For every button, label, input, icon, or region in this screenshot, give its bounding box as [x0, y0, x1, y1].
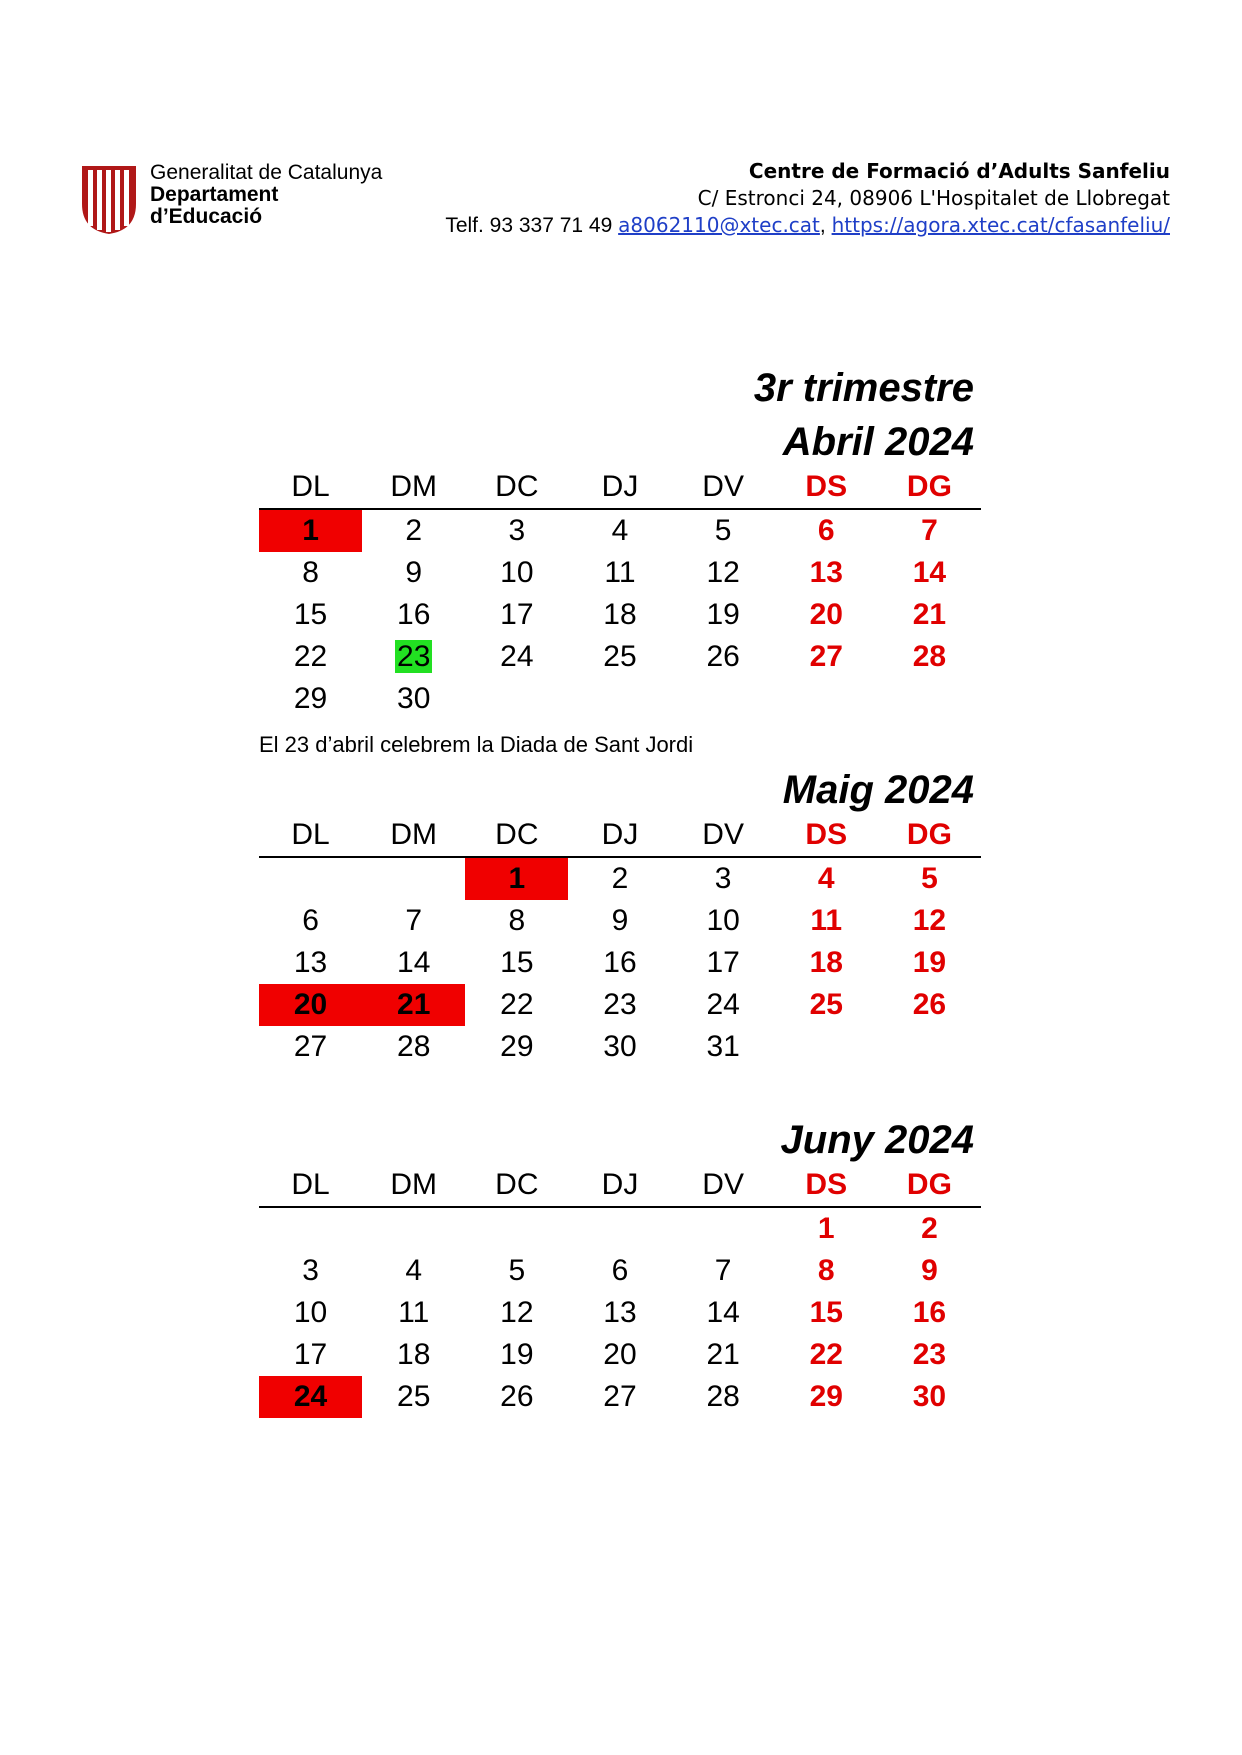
day-number: 11 [810, 904, 843, 937]
weekday-header: DS [775, 1164, 878, 1207]
day-number: 1 [508, 862, 526, 895]
day-number: 24 [293, 1380, 328, 1413]
weekday-header: DC [465, 814, 568, 857]
weekday-header: DV [672, 814, 775, 857]
week-row [259, 1376, 981, 1418]
day-cell [568, 594, 671, 636]
day-number: 29 [809, 1380, 843, 1413]
contact-line [445, 212, 1170, 239]
weekday-header: DV [672, 1164, 775, 1207]
empty-day-cell [568, 1207, 671, 1250]
day-cell [878, 1292, 981, 1334]
day-cell [259, 1026, 362, 1068]
day-cell [362, 678, 465, 720]
day-cell [878, 594, 981, 636]
day-number: 3 [302, 1254, 319, 1287]
day-number: 7 [921, 514, 938, 547]
day-cell [259, 942, 362, 984]
website-link[interactable]: https://agora.xtec.cat/cfasanfeliu/ [831, 213, 1170, 237]
day-cell [568, 984, 671, 1026]
empty-day-cell [568, 678, 671, 720]
weekday-header: DG [878, 466, 981, 509]
day-cell [568, 857, 671, 900]
day-number: 20 [809, 598, 843, 631]
day-number: 27 [809, 640, 843, 673]
day-cell [259, 1376, 362, 1418]
day-cell [672, 1376, 775, 1418]
week-row [259, 1250, 981, 1292]
day-number: 16 [912, 1296, 947, 1329]
day-cell [775, 1334, 878, 1376]
day-cell [878, 900, 981, 942]
day-cell [775, 552, 878, 594]
week-row [259, 857, 981, 900]
empty-day-cell [878, 678, 981, 720]
weekday-header: DM [362, 814, 465, 857]
day-number: 11 [398, 1296, 430, 1329]
weekday-header: DC [465, 1164, 568, 1207]
day-number: 14 [706, 1296, 740, 1329]
day-number: 19 [912, 946, 947, 979]
month-title-may: Maig 2024 [782, 768, 974, 812]
weekday-header: DJ [568, 1164, 671, 1207]
day-number: 23 [397, 640, 431, 673]
day-cell [672, 900, 775, 942]
day-cell [775, 857, 878, 900]
day-cell [672, 1334, 775, 1376]
day-number: 1 [817, 1212, 835, 1245]
day-number: 29 [293, 682, 328, 715]
address: C/ Estronci 24, 08906 L'Hospitalet de Llobregat [697, 186, 1170, 210]
day-cell [259, 1292, 362, 1334]
day-number: 23 [603, 988, 637, 1021]
day-cell [465, 552, 568, 594]
day-number: 9 [611, 904, 629, 937]
calendar-june [259, 1164, 981, 1418]
day-number: 12 [912, 904, 947, 937]
empty-day-cell [878, 1026, 981, 1068]
day-cell [775, 900, 878, 942]
sant-jordi-note: El 23 d’abril celebrem la Diada de Sant Jordi [259, 732, 694, 757]
day-number: 15 [293, 598, 328, 631]
empty-day-cell [672, 1207, 775, 1250]
day-number: 24 [500, 640, 534, 673]
day-cell [568, 552, 671, 594]
day-number: 15 [809, 1296, 843, 1329]
day-number: 10 [500, 556, 534, 589]
day-cell [568, 900, 671, 942]
day-cell [362, 900, 465, 942]
day-number: 16 [603, 946, 637, 979]
day-cell [568, 1376, 671, 1418]
empty-day-cell [362, 1207, 465, 1250]
day-cell [259, 678, 362, 720]
week-row [259, 900, 981, 942]
logo-line-educacio: d’Educació [150, 205, 263, 228]
day-cell [362, 1026, 465, 1068]
day-number: 6 [817, 514, 835, 547]
day-cell [259, 636, 362, 678]
day-cell [775, 1250, 878, 1292]
day-number: 27 [603, 1380, 637, 1413]
weekday-header: DM [362, 466, 465, 509]
weekday-header: DC [465, 466, 568, 509]
day-number: 4 [405, 1254, 423, 1287]
day-number: 5 [508, 1254, 526, 1287]
week-row [259, 1026, 981, 1068]
weekday-header-row [259, 466, 981, 509]
logo-line-departament: Departament [150, 183, 279, 206]
day-number: 3 [508, 514, 526, 547]
day-number: 7 [405, 904, 423, 937]
day-number: 8 [817, 1254, 835, 1287]
day-cell [878, 552, 981, 594]
catalan-coat-of-arms-icon [78, 164, 140, 236]
day-cell [775, 509, 878, 552]
day-number: 10 [706, 904, 740, 937]
empty-day-cell [465, 678, 568, 720]
day-cell [465, 942, 568, 984]
day-cell [465, 636, 568, 678]
day-number: 19 [706, 598, 740, 631]
week-row [259, 942, 981, 984]
day-cell [775, 984, 878, 1026]
day-cell [568, 509, 671, 552]
day-number: 12 [500, 1296, 534, 1329]
day-cell [465, 509, 568, 552]
day-number: 6 [611, 1254, 629, 1287]
day-number: 5 [714, 514, 732, 547]
day-cell [878, 1334, 981, 1376]
day-cell [672, 1026, 775, 1068]
day-number: 17 [293, 1338, 328, 1371]
day-number: 8 [508, 904, 526, 937]
day-number: 12 [706, 556, 740, 589]
empty-day-cell [465, 1207, 568, 1250]
day-number: 14 [912, 556, 947, 589]
day-cell [775, 1207, 878, 1250]
day-cell [362, 552, 465, 594]
day-cell [362, 1334, 465, 1376]
day-number: 30 [603, 1030, 637, 1063]
day-number: 2 [921, 1212, 938, 1245]
day-cell [259, 984, 362, 1026]
calendar-april [259, 466, 981, 720]
day-cell [878, 1376, 981, 1418]
day-cell [362, 1292, 465, 1334]
day-number: 4 [611, 514, 629, 547]
day-number: 5 [921, 862, 938, 895]
day-cell [259, 594, 362, 636]
week-row [259, 509, 981, 552]
day-number: 27 [293, 1030, 328, 1063]
day-cell [465, 1250, 568, 1292]
month-title-june: Juny 2024 [780, 1118, 974, 1162]
day-cell [465, 857, 568, 900]
empty-day-cell [259, 1207, 362, 1250]
day-cell [568, 1334, 671, 1376]
weekday-header: DS [775, 814, 878, 857]
week-row [259, 594, 981, 636]
day-cell [465, 1334, 568, 1376]
day-cell [362, 594, 465, 636]
day-number: 10 [293, 1296, 328, 1329]
day-number: 7 [714, 1254, 732, 1287]
day-number: 9 [405, 556, 423, 589]
day-cell [259, 1334, 362, 1376]
day-number: 13 [293, 946, 328, 979]
week-row [259, 1292, 981, 1334]
day-cell [775, 1376, 878, 1418]
day-cell [775, 636, 878, 678]
day-cell [672, 636, 775, 678]
day-number: 28 [397, 1030, 431, 1063]
day-number: 24 [706, 988, 740, 1021]
day-number: 2 [611, 862, 629, 895]
day-cell [465, 984, 568, 1026]
weekday-header: DG [878, 814, 981, 857]
day-number: 29 [500, 1030, 534, 1063]
day-cell [465, 1292, 568, 1334]
day-cell [878, 636, 981, 678]
week-row [259, 1334, 981, 1376]
day-number: 20 [603, 1338, 637, 1371]
day-number: 20 [293, 988, 328, 1021]
empty-day-cell [775, 1026, 878, 1068]
weekday-header: DL [259, 1164, 362, 1207]
day-number: 18 [397, 1338, 431, 1371]
day-cell [259, 552, 362, 594]
day-cell [465, 594, 568, 636]
day-cell [362, 942, 465, 984]
day-number: 25 [397, 1380, 431, 1413]
day-number: 21 [706, 1338, 740, 1371]
day-number: 26 [500, 1380, 534, 1413]
day-number: 22 [500, 988, 534, 1021]
day-number: 15 [500, 946, 534, 979]
day-cell [568, 1292, 671, 1334]
email-link[interactable]: a8062110@xtec.cat [618, 213, 820, 237]
day-cell [672, 1292, 775, 1334]
contact-separator: , [819, 214, 826, 237]
day-cell [568, 1026, 671, 1068]
day-cell [259, 1250, 362, 1292]
day-number: 16 [397, 598, 431, 631]
generalitat-logo [78, 162, 418, 238]
day-cell [672, 594, 775, 636]
day-cell [672, 984, 775, 1026]
day-number: 1 [302, 514, 319, 547]
day-cell [775, 594, 878, 636]
empty-day-cell [362, 857, 465, 900]
day-number: 28 [912, 640, 947, 673]
day-number: 21 [397, 988, 431, 1021]
day-number: 2 [405, 514, 423, 547]
center-name: Centre de Formació d’Adults Sanfeliu [748, 159, 1170, 183]
calendar-may [259, 814, 981, 1068]
weekday-header: DL [259, 814, 362, 857]
weekday-header: DJ [568, 466, 671, 509]
weekday-header: DS [775, 466, 878, 509]
day-cell [568, 1250, 671, 1292]
day-cell [878, 984, 981, 1026]
day-number: 21 [912, 598, 947, 631]
day-number: 19 [500, 1338, 534, 1371]
day-number: 8 [302, 556, 319, 589]
month-title-april: Abril 2024 [782, 420, 974, 464]
day-number: 13 [809, 556, 843, 589]
weekday-header: DG [878, 1164, 981, 1207]
day-number: 18 [809, 946, 843, 979]
day-number: 17 [500, 598, 534, 631]
day-cell [878, 857, 981, 900]
day-cell [362, 1376, 465, 1418]
term-title: 3r trimestre [753, 366, 974, 410]
day-cell [465, 1026, 568, 1068]
day-cell [259, 900, 362, 942]
day-number: 31 [706, 1030, 740, 1063]
day-cell [775, 1292, 878, 1334]
day-number: 22 [809, 1338, 843, 1371]
day-cell [362, 984, 465, 1026]
day-number: 25 [809, 988, 843, 1021]
day-number: 25 [603, 640, 637, 673]
day-number: 11 [604, 556, 636, 589]
day-number: 13 [603, 1296, 637, 1329]
week-row [259, 1207, 981, 1250]
day-cell [878, 1207, 981, 1250]
day-cell [878, 942, 981, 984]
week-row [259, 984, 981, 1026]
weekday-header: DL [259, 466, 362, 509]
day-cell [362, 1250, 465, 1292]
empty-day-cell [259, 857, 362, 900]
day-number: 4 [817, 862, 835, 895]
logo-line-generalitat: Generalitat de Catalunya [150, 161, 383, 184]
day-cell [672, 942, 775, 984]
day-cell [362, 636, 465, 678]
day-number: 14 [397, 946, 431, 979]
day-number: 3 [714, 862, 732, 895]
day-number: 9 [921, 1254, 938, 1287]
week-row [259, 552, 981, 594]
day-cell [568, 636, 671, 678]
day-cell [672, 509, 775, 552]
empty-day-cell [672, 678, 775, 720]
contact-block [445, 158, 1170, 239]
day-cell [672, 857, 775, 900]
day-cell [672, 552, 775, 594]
day-number: 30 [912, 1380, 947, 1413]
phone: Telf. 93 337 71 49 [445, 214, 613, 237]
day-cell [878, 509, 981, 552]
day-number: 26 [912, 988, 947, 1021]
empty-day-cell [775, 678, 878, 720]
day-cell [775, 942, 878, 984]
day-number: 30 [397, 682, 431, 715]
week-row [259, 678, 981, 720]
day-cell [878, 1250, 981, 1292]
day-number: 22 [293, 640, 328, 673]
day-number: 26 [706, 640, 740, 673]
day-number: 17 [706, 946, 740, 979]
weekday-header: DM [362, 1164, 465, 1207]
week-row [259, 636, 981, 678]
day-number: 6 [302, 904, 319, 937]
weekday-header: DV [672, 466, 775, 509]
weekday-header-row [259, 1164, 981, 1207]
weekday-header: DJ [568, 814, 671, 857]
day-cell [672, 1250, 775, 1292]
day-cell [362, 509, 465, 552]
day-number: 23 [912, 1338, 947, 1371]
day-cell [568, 942, 671, 984]
weekday-header-row [259, 814, 981, 857]
day-cell [465, 1376, 568, 1418]
day-number: 28 [706, 1380, 740, 1413]
day-number: 18 [603, 598, 637, 631]
day-cell [465, 900, 568, 942]
day-cell [259, 509, 362, 552]
